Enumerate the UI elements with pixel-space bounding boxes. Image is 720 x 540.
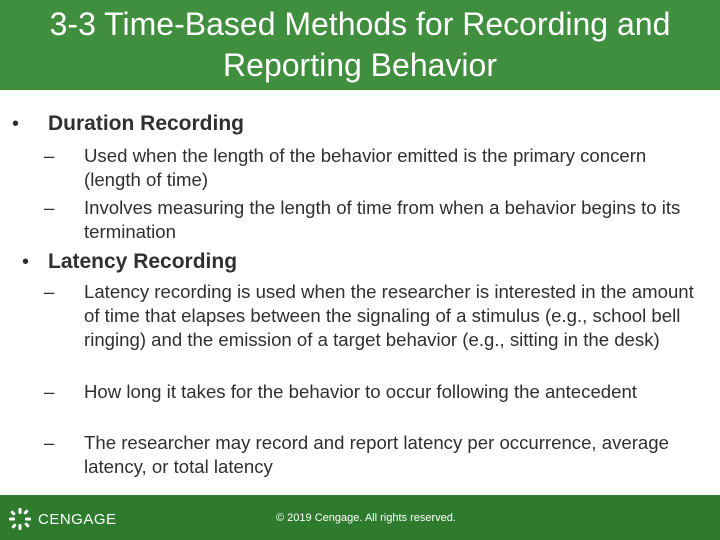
- point-text: The researcher may record and report latency per occurrence, average latency, or total latency: [84, 432, 669, 477]
- copyright-text: © 2019 Cengage. All rights reserved.: [276, 512, 456, 524]
- list-item: [44, 144, 694, 192]
- section-duration: [12, 112, 244, 136]
- footer-bar: [0, 495, 720, 540]
- section-heading-duration: Duration Recording: [48, 112, 245, 135]
- logo-text: CENGAGE: [38, 510, 117, 528]
- list-item: [44, 280, 694, 352]
- point-text: How long it takes for the behavior to occur following the antecedent: [84, 381, 637, 402]
- dash-marker: –: [44, 197, 55, 218]
- bullet-marker: •: [22, 251, 30, 273]
- section-heading-latency: Latency Recording: [48, 250, 238, 273]
- cengage-logo: [8, 507, 117, 531]
- list-item: [44, 431, 694, 479]
- cengage-logo-icon: [8, 507, 32, 531]
- slide-title: 3-3 Time-Based Methods for Recording and Reporting Behavior: [49, 6, 671, 83]
- dash-marker: –: [44, 145, 55, 166]
- dash-marker: –: [44, 432, 55, 453]
- bullet-marker: •: [12, 113, 20, 135]
- point-text: Used when the length of the behavior emitted is the primary concern (length of time): [84, 145, 647, 190]
- point-text: Involves measuring the length of time from when a behavior begins to its termination: [84, 197, 681, 242]
- list-item: [44, 196, 694, 244]
- section-latency: [22, 250, 237, 274]
- dash-marker: –: [44, 381, 55, 402]
- list-item: [44, 380, 694, 404]
- dash-marker: –: [44, 281, 55, 302]
- point-text: Latency recording is used when the researcher is interested in the amount of time that elapses between the signaling of a stimulus (e.g., school bell ringing) and the emission of a target behavior (e.g., sitting in the desk): [84, 281, 694, 350]
- title-bar: [0, 0, 720, 90]
